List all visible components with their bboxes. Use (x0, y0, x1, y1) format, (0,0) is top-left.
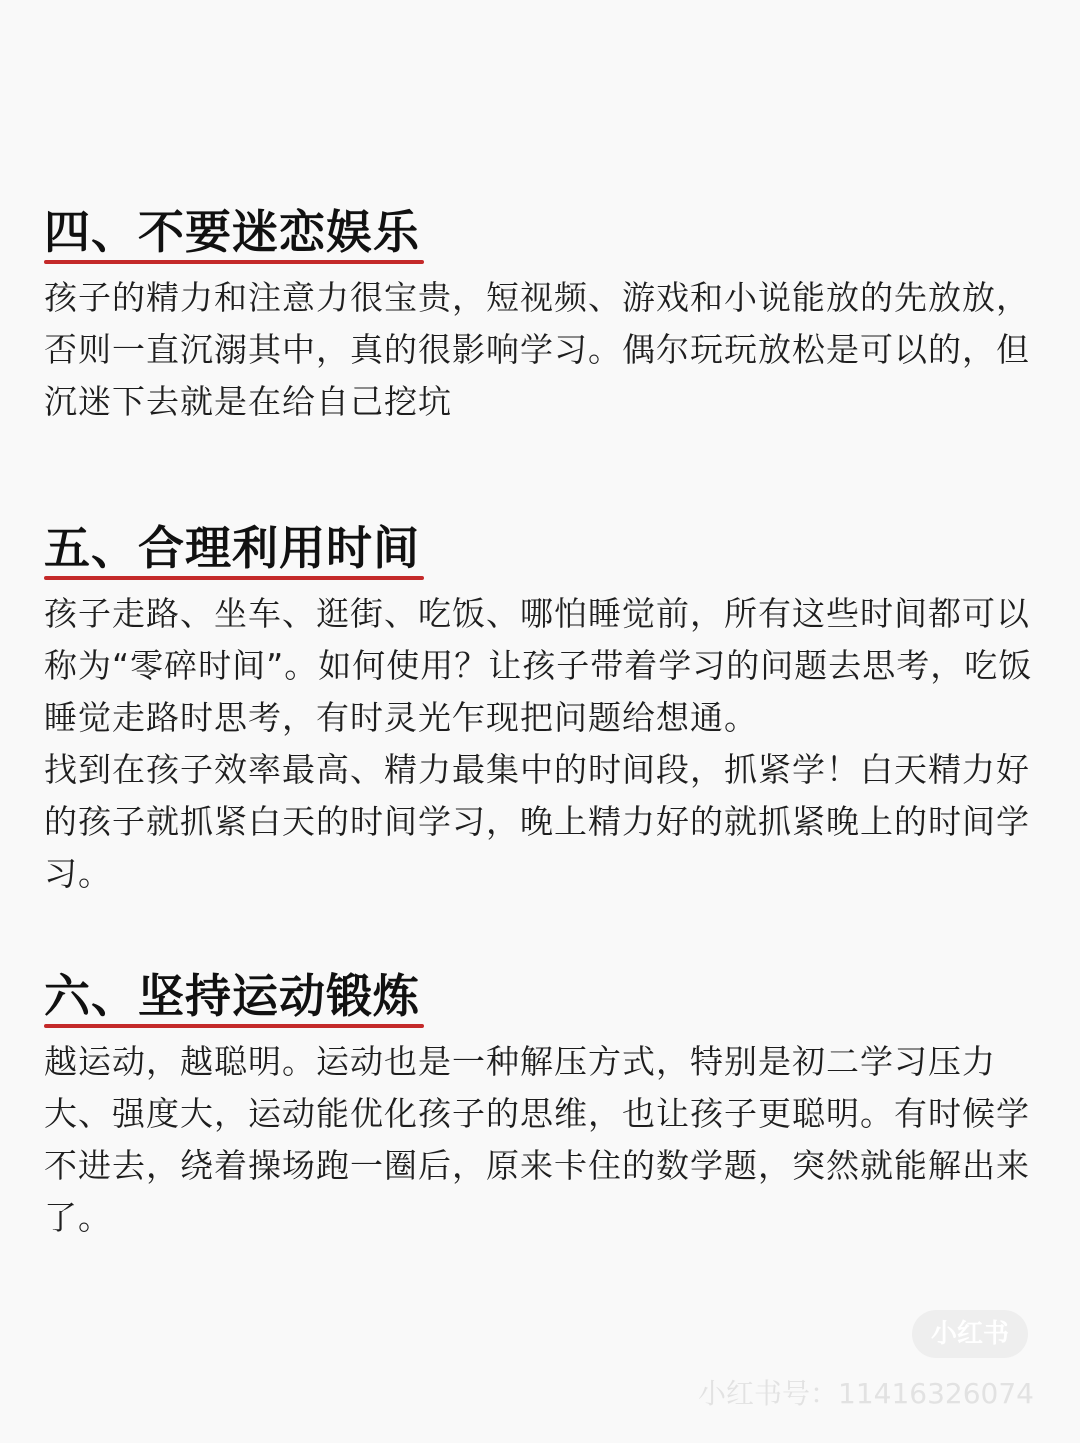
section-body (44, 272, 1034, 428)
heading-underline (44, 576, 424, 580)
section-exercise (44, 966, 1034, 1244)
section-paragraph: 越运动，越聪明。运动也是一种解压方式，特别是初二学习压力大、强度大，运动能优化孩子的思维，也让孩子更聪明。有时候学不进去，绕着操场跑一圈后，原来卡住的数学题，突然就能解出来了。 (44, 1042, 1030, 1237)
section-entertainment (44, 202, 1034, 428)
heading-underline (44, 1024, 424, 1028)
section-paragraph: 找到在孩子效率最高、精力最集中的时间段，抓紧学！白天精力好的孩子就抓紧白天的时间学习，晚上精力好的就抓紧晚上的时间学习。 (44, 750, 1030, 893)
watermark-account-id: 小红书号：11416326074 (698, 1377, 1034, 1410)
section-heading (44, 518, 420, 578)
section-body (44, 1036, 1034, 1244)
section-heading (44, 202, 420, 262)
section-paragraph: 孩子的精力和注意力很宝贵，短视频、游戏和小说能放的先放放，否则一直沉溺其中，真的很影响学习。偶尔玩玩放松是可以的，但沉迷下去就是在给自己挖坑 (44, 278, 1030, 421)
watermark-logo: 小红书 (912, 1310, 1028, 1358)
section-heading (44, 966, 420, 1026)
section-time-management (44, 518, 1034, 900)
section-body (44, 588, 1034, 900)
section-heading-text: 四、不要迷恋娱乐 (44, 205, 420, 259)
section-paragraph: 孩子走路、坐车、逛街、吃饭、哪怕睡觉前，所有这些时间都可以称为“零碎时间”。如何使用？让孩子带着学习的问题去思考，吃饭睡觉走路时思考，有时灵光乍现把问题给想通。 (44, 594, 1033, 737)
section-heading-text: 六、坚持运动锻炼 (44, 969, 420, 1023)
section-heading-text: 五、合理利用时间 (44, 521, 420, 575)
heading-underline (44, 260, 424, 264)
